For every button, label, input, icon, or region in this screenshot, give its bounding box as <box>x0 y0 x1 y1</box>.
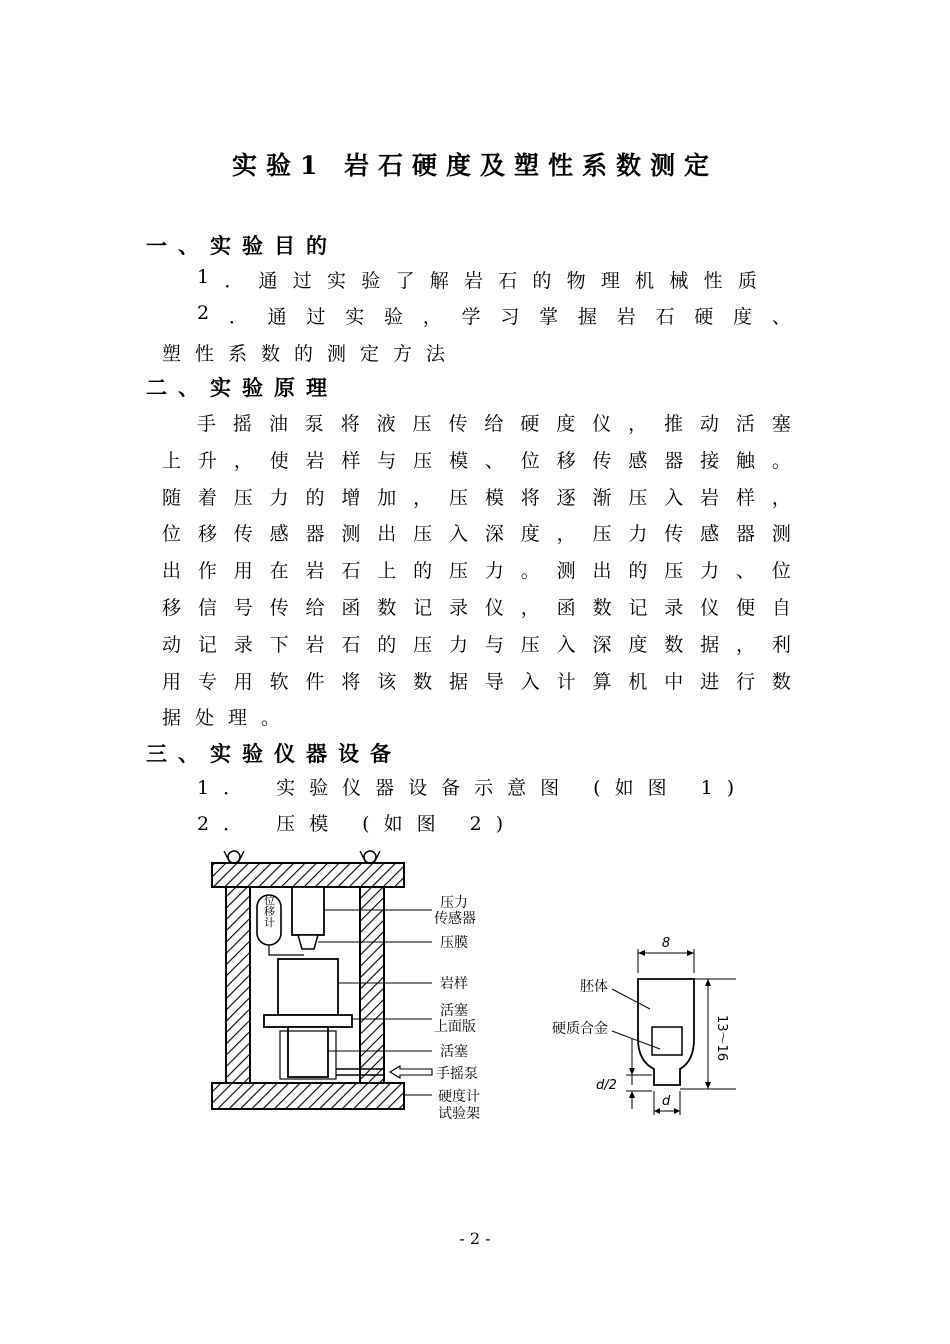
label-sensor: 传感器 <box>434 911 476 927</box>
principle-line: 动 记 录 下 岩 石 的 压 力 与 压 入 深 度 数 据 ， 利 <box>162 633 791 656</box>
principle-line: 随 着 压 力 的 增 加 ， 压 模 将 逐 渐 压 入 岩 样 ， <box>162 486 791 509</box>
purpose-item-2-line-2: 塑性系数的测定方法 <box>162 343 460 365</box>
label-piston-plate-2: 上面版 <box>434 1019 476 1035</box>
principle-line: 移 信 号 传 给 函 数 记 录 仪 ， 函 数 记 录 仪 便 自 <box>162 597 791 619</box>
pressure-sensor <box>292 887 324 935</box>
label-blank: 胚体 <box>580 979 608 995</box>
indenter-diagram <box>552 936 736 1115</box>
section-heading-equipment: 三、实验仪器设备 <box>146 741 402 766</box>
label-piston-plate-1: 活塞 <box>440 1003 468 1019</box>
hand-pump-arrow-icon <box>390 1066 432 1078</box>
left-column <box>226 887 250 1083</box>
label-membrane: 压膜 <box>440 935 468 951</box>
piston-upper-plate <box>264 1015 352 1027</box>
page-number: - 2 - <box>459 1229 491 1248</box>
label-frame-1: 硬度计 <box>438 1089 480 1105</box>
label-frame-2: 试验架 <box>438 1106 480 1122</box>
rock-sample <box>278 959 338 1015</box>
principle-line: 上 升 ， 使 岩 样 与 压 模 、 位 移 传 感 器 接 触 。 <box>162 449 791 472</box>
label-pressure: 压力 <box>440 895 468 911</box>
label-width: 8 <box>661 936 671 951</box>
label-hard-alloy: 硬质合金 <box>552 1021 608 1037</box>
label-hand-pump: 手摇泵 <box>436 1066 478 1082</box>
label-height: 13～16 <box>714 1015 729 1062</box>
equipment-item-1: 1． 实验仪器设备示意图 (如图 1) <box>197 777 749 799</box>
hard-alloy-insert <box>652 1027 682 1055</box>
section-heading-purpose: 一、实验目的 <box>146 233 338 258</box>
principle-line: 位 移 传 感 器 测 出 压 入 深 度 ， 压 力 传 感 器 测 <box>162 523 791 546</box>
equipment-figures <box>200 843 760 1133</box>
label-half-d: d/2 <box>596 1078 617 1093</box>
principle-line: 用 专 用 软 件 将 该 数 据 导 入 计 算 机 中 进 行 数 <box>162 670 791 693</box>
page-title: 实验1 岩石硬度及塑性系数测定 <box>231 151 719 180</box>
roller-icon <box>224 851 380 863</box>
principle-line: 手 摇 油 泵 将 液 压 传 给 硬 度 仪 ， 推 动 活 塞 <box>197 413 791 435</box>
piston <box>288 1027 328 1077</box>
pressure-membrane <box>298 935 318 949</box>
hardness-tester-diagram <box>212 851 480 1122</box>
principle-line: 据处理。 <box>162 707 295 730</box>
label-piston: 活塞 <box>440 1044 468 1060</box>
right-column <box>360 887 384 1083</box>
equipment-item-2: 2． 压模 (如图 2) <box>197 813 518 835</box>
purpose-item-2-line-1: 2 ． 通 过 实 验 ， 学 习 掌 握 岩 石 硬 度 、 <box>197 302 791 328</box>
purpose-item-1: 1 ． 通 过 实 验 了 解 岩 石 的 物 理 机 械 性 质 <box>197 266 757 292</box>
section-heading-principle: 二、实验原理 <box>146 375 338 400</box>
displacement-label: 位移计 <box>262 894 276 928</box>
label-d: d <box>662 1094 671 1109</box>
label-rock-sample: 岩样 <box>440 976 468 992</box>
top-beam <box>212 863 404 887</box>
base-beam <box>212 1083 404 1109</box>
principle-line: 出 作 用 在 岩 石 上 的 压 力 。 测 出 的 压 力 、 位 <box>162 560 791 583</box>
